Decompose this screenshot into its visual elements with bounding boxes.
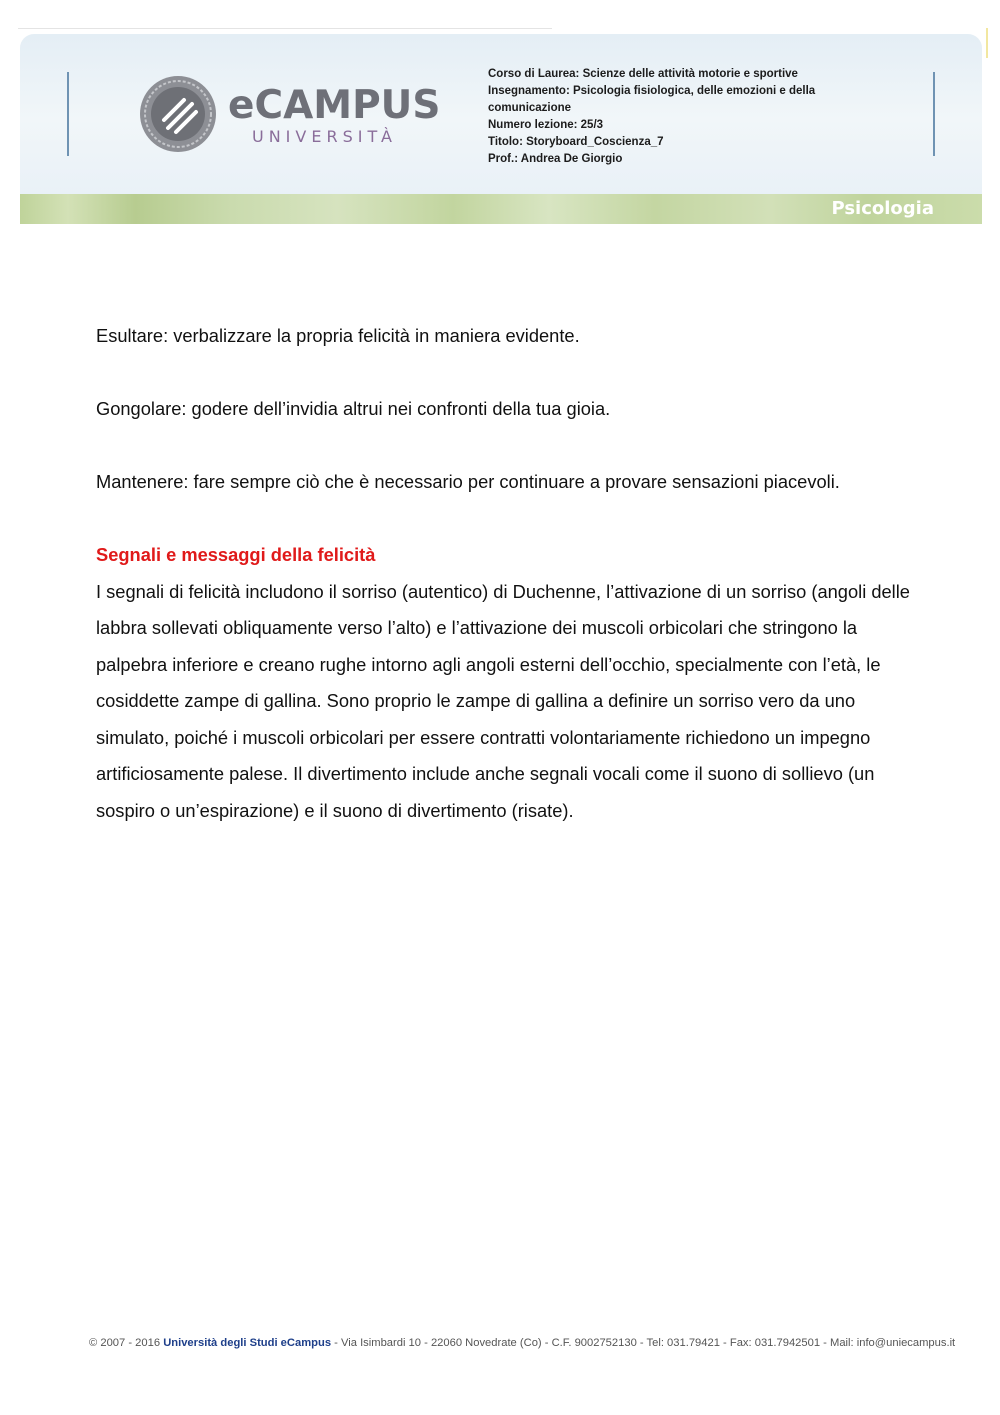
band-label: Psicologia (831, 198, 934, 219)
lesson-title-line: Titolo: Storyboard_Coscienza_7 (488, 136, 664, 148)
document-body (96, 318, 926, 829)
section-heading: Segnali e messaggi della felicità (96, 544, 376, 565)
subject-band (20, 194, 982, 224)
top-rule (18, 28, 552, 29)
brand-subtitle: UNIVERSITÀ (252, 127, 397, 146)
paragraph-mantenere: Mantenere: fare sempre ciò che è necessario per continuare a provare sensazioni piacevoli. (96, 471, 840, 492)
professor-line: Prof.: Andrea De Giorgio (488, 153, 623, 165)
paragraph-esultare: Esultare: verbalizzare la propria felicità in maniera evidente. (96, 325, 580, 346)
paragraph-gongolare: Gongolare: godere dell’invidia altrui nei confronti della tua gioia. (96, 398, 611, 419)
lesson-number-line: Numero lezione: 25/3 (488, 119, 604, 131)
ecampus-logo-icon (138, 74, 218, 154)
page-header (20, 34, 982, 224)
paragraph-gap (96, 501, 926, 538)
footer-copyright: © 2007 - 2016 (89, 1337, 164, 1349)
header-divider-left (67, 72, 69, 156)
paragraph-gap (96, 355, 926, 392)
footer-university: Università degli Studi eCampus (163, 1337, 332, 1349)
edge-mark (986, 28, 988, 58)
subject-line: Insegnamento: Psicologia fisiologica, delle emozioni e della (488, 85, 816, 97)
lesson-info (488, 66, 868, 168)
brand (228, 83, 441, 146)
header-divider-right (933, 72, 935, 156)
brand-name: eCAMPUS (228, 83, 441, 128)
subject-line-continued: comunicazione (488, 102, 572, 114)
course-line: Corso di Laurea: Scienze delle attività motorie e sportive (488, 68, 798, 80)
section-body: I segnali di felicità includono il sorriso (autentico) di Duchenne, l’attivazione di un sorriso (angoli delle labbra sollevati obliquamente verso l’alto) e l’attivazione dei muscoli orbicolari che stringono la palpebra inferiore e creano rughe intorno agli angoli esterni dell’occhio, specialmente con l’età, le cosiddette zampe di gallina. Sono proprio le zampe di gallina a definire un sorriso vero da uno simulato, poiché i muscoli orbicolari per essere contratti volontariamente richiedono un impegno artificiosamente palese. Il divertimento include anche segnali vocali come il suono di sollievo (un sospiro o un’espirazione) e il suono di divertimento (risate). (96, 580, 910, 821)
paragraph-gap (96, 428, 926, 465)
page-footer (89, 1335, 956, 1351)
footer-details: - Via Isimbardi 10 - 22060 Novedrate (Co) - C.F. 9002752130 - Tel: 031.79421 - Fax: 031.7942501 - Mail: info@uniecampus.it (331, 1337, 956, 1349)
